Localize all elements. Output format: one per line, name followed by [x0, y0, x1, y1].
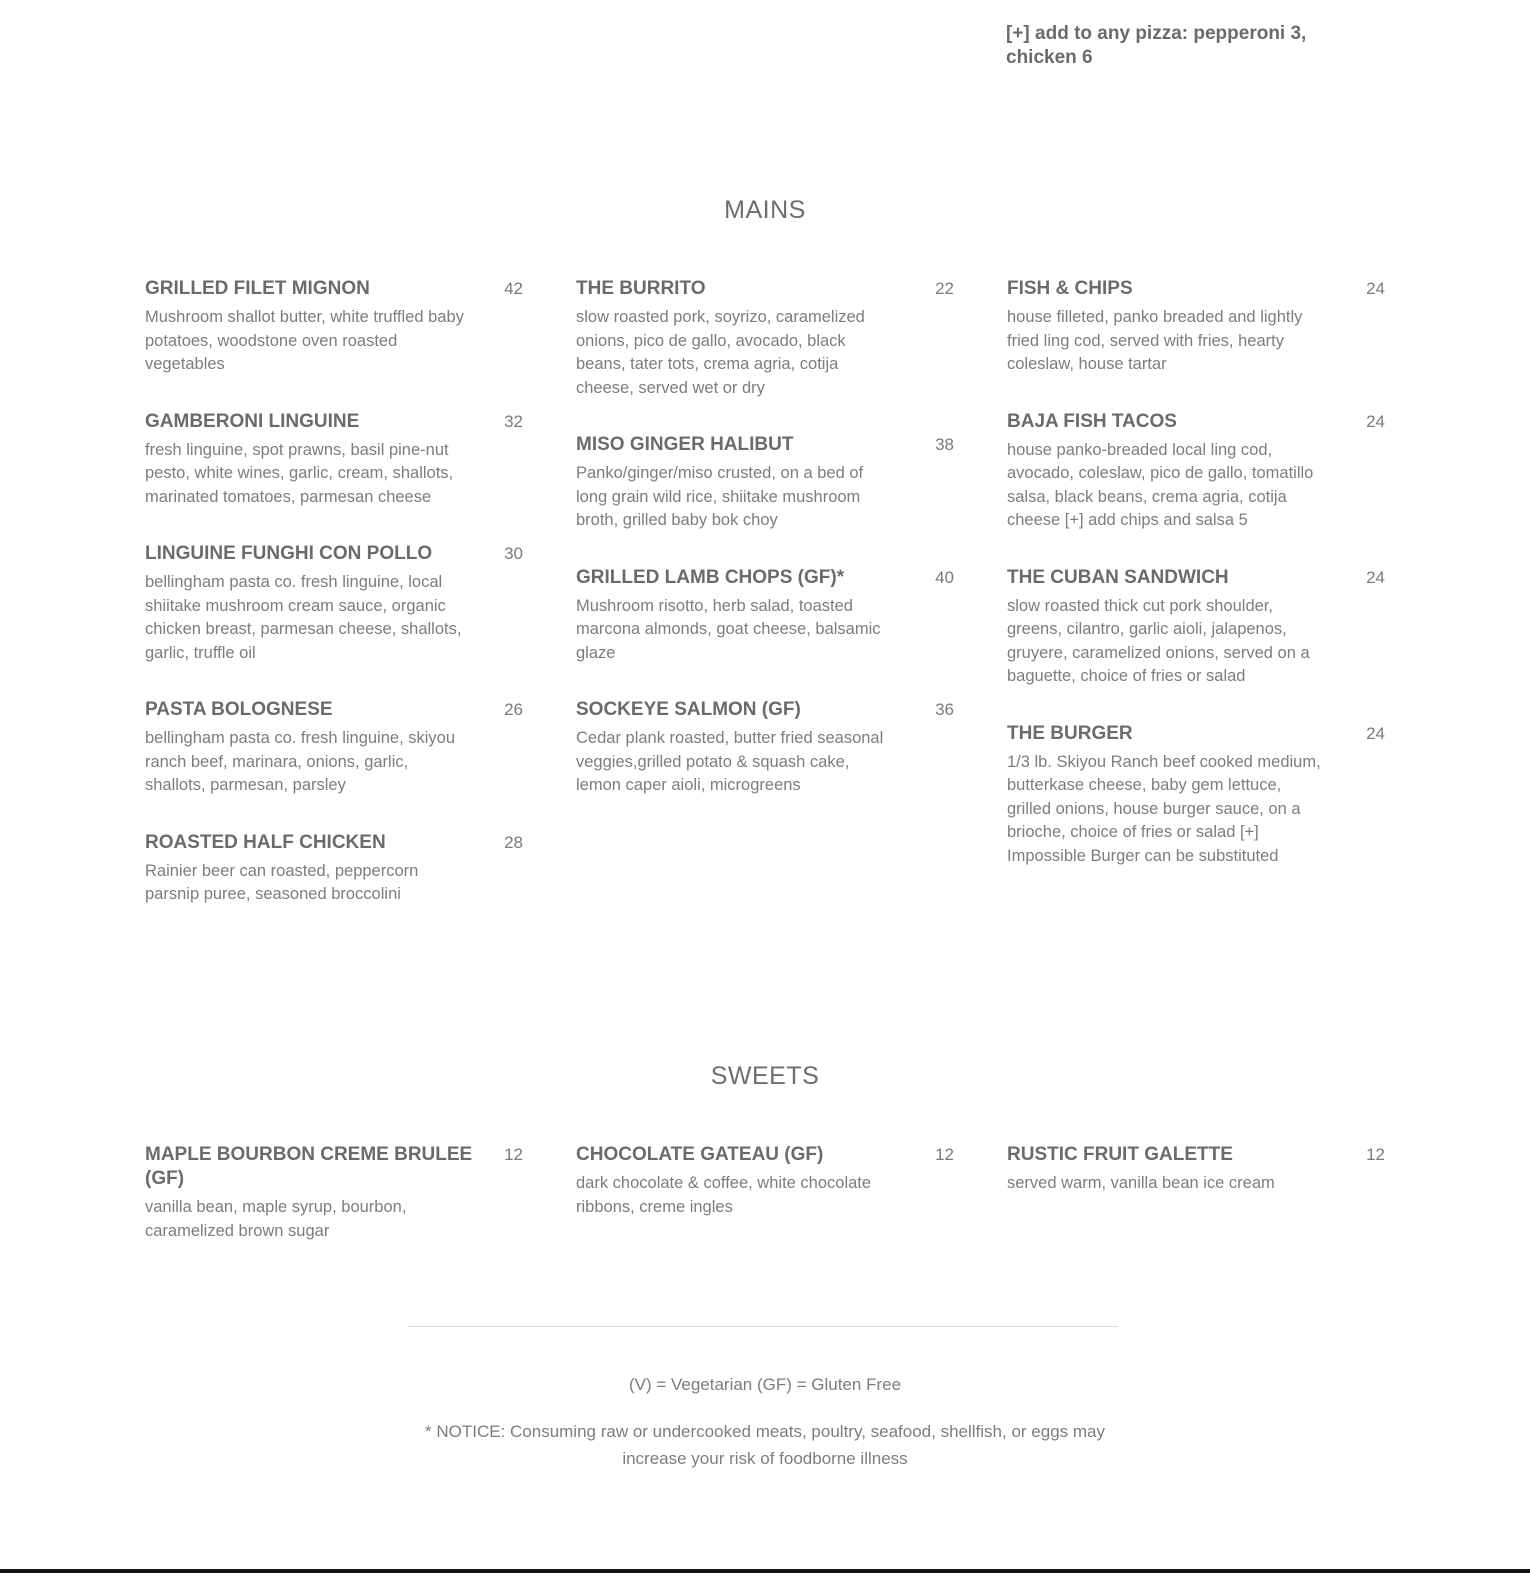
menu-item-price: 26 — [504, 700, 523, 719]
menu-item-description: house filleted, panko breaded and lightly fried ling cod, served with fries, hearty coleslaw, house tartar — [1007, 308, 1303, 373]
menu-item-description: vanilla bean, maple syrup, bourbon, caramelized brown sugar — [145, 1198, 407, 1240]
menu-item-name: MISO GINGER HALIBUT — [576, 434, 794, 455]
menu-item — [145, 1143, 523, 1243]
sweets-section-title: SWEETS — [710, 1062, 820, 1090]
footer-divider — [408, 1326, 1118, 1327]
menu-item-price: 22 — [935, 279, 954, 298]
menu-item-price: 24 — [1366, 567, 1385, 587]
menu-item — [576, 1143, 954, 1219]
menu-item-name: LINGUINE FUNGHI CON POLLO — [145, 543, 433, 564]
sweets-column-3 — [1007, 1143, 1385, 1229]
menu-item-price: 28 — [504, 832, 523, 852]
menu-item-name: BAJA FISH TACOS — [1007, 410, 1177, 432]
menu-item — [1007, 410, 1385, 533]
menu-item-description: Panko/ginger/miso crusted, on a bed of long grain wild rice, shiitake mushroom broth, grilled baby bok choy — [576, 464, 864, 529]
dietary-legend: (V) = Vegetarian (GF) = Gluten Free — [628, 1375, 902, 1394]
menu-item-price: 12 — [504, 1145, 523, 1164]
menu-item-description: 1/3 lb. Skiyou Ranch beef cooked medium, butterkase cheese, baby gem lettuce, grilled onions, house burger sauce, on a brioche, choice of fries or salad [+] Impossible Burger can be substituted — [1007, 752, 1321, 865]
menu-item-description: bellingham pasta co. fresh linguine, skiyou ranch beef, marinara, onions, garlic, shallots, parmesan, parsley — [145, 729, 456, 794]
menu-item — [1007, 566, 1385, 689]
mains-section-title: MAINS — [724, 196, 806, 224]
mains-column-3 — [1007, 277, 1385, 901]
menu-item — [576, 433, 954, 533]
menu-item-price: 30 — [504, 544, 523, 563]
menu-item-name: MAPLE BOURBON CREME BRULEE (GF) — [145, 1144, 473, 1189]
menu-item-description: bellingham pasta co. fresh linguine, local shiitake mushroom cream sauce, organic chicken breast, parmesan cheese, shallots, garlic, truffle oil — [145, 573, 462, 662]
menu-item-name: CHOCOLATE GATEAU (GF) — [576, 1144, 824, 1165]
menu-item — [145, 698, 523, 798]
menu-item — [145, 410, 523, 510]
menu-item — [576, 277, 954, 400]
menu-item-price: 36 — [935, 700, 954, 719]
menu-item-name: THE CUBAN SANDWICH — [1007, 566, 1229, 588]
menu-item — [145, 277, 523, 377]
menu-item-price: 24 — [1366, 723, 1385, 743]
menu-item — [1007, 277, 1385, 377]
menu-item-price: 24 — [1366, 411, 1385, 431]
menu-item — [145, 542, 523, 665]
sweets-column-1 — [145, 1143, 523, 1276]
menu-item-description: house panko-breaded local ling cod, avocado, coleslaw, pico de gallo, tomatillo salsa, black beans, crema agria, cotija cheese [+] add chips and salsa 5 — [1007, 440, 1314, 529]
menu-item-name: GRILLED FILET MIGNON — [145, 278, 370, 299]
mains-column-2 — [576, 277, 954, 831]
menu-item-description: slow roasted pork, soyrizo, caramelized onions, pico de gallo, avocado, black beans, tater tots, crema agria, cotija cheese, served wet or dry — [576, 308, 865, 397]
menu-item-price: 12 — [1366, 1145, 1385, 1164]
menu-item-description: fresh linguine, spot prawns, basil pine-nut pesto, white wines, garlic, cream, shallots, marinated tomatoes, parmesan cheese — [145, 440, 454, 506]
menu-item-description: Mushroom shallot butter, white truffled baby potatoes, woodstone oven roasted vegetables — [145, 308, 464, 373]
menu-item-description: Cedar plank roasted, butter fried seasonal veggies,grilled potato & squash cake, lemon caper aioli, microgreens — [576, 729, 884, 794]
sweets-column-2 — [576, 1143, 954, 1252]
menu-item-price: 38 — [935, 435, 954, 454]
menu-item — [576, 698, 954, 798]
menu-item — [145, 831, 523, 907]
menu-item-name: ROASTED HALF CHICKEN — [145, 831, 386, 853]
menu-item — [576, 566, 954, 666]
menu-item-name: GAMBERONI LINGUINE — [145, 410, 360, 432]
menu-item-name: FISH & CHIPS — [1007, 278, 1133, 299]
menu-item-name: RUSTIC FRUIT GALETTE — [1007, 1144, 1233, 1165]
menu-item-name: GRILLED LAMB CHOPS (GF)* — [576, 566, 845, 588]
menu-item-description: served warm, vanilla bean ice cream — [1007, 1174, 1275, 1192]
menu-item-price: 12 — [935, 1145, 954, 1164]
pizza-addon-note: [+] add to any pizza: pepperoni 3, chicken 6 — [1006, 23, 1307, 68]
menu-item-description: dark chocolate & coffee, white chocolate ribbons, creme ingles — [576, 1174, 872, 1216]
menu-item-price: 24 — [1366, 279, 1385, 298]
menu-item-description: slow roasted thick cut pork shoulder, greens, cilantro, garlic aioli, jalapenos, gruyere, caramelized onions, served on a baguette, choice of fries or salad — [1007, 596, 1310, 685]
menu-item-price: 42 — [504, 279, 523, 298]
menu-item-name: SOCKEYE SALMON (GF) — [576, 699, 801, 720]
menu-item-name: THE BURGER — [1007, 722, 1133, 744]
menu-item-price: 40 — [935, 567, 954, 587]
menu-item-description: Rainier beer can roasted, peppercorn parsnip puree, seasoned broccolini — [145, 861, 419, 903]
page-bottom-border — [0, 1569, 1530, 1573]
food-safety-notice: * NOTICE: Consuming raw or undercooked meats, poultry, seafood, shellfish, or eggs may increase your risk of foodborne illness — [425, 1422, 1105, 1468]
menu-item-price: 32 — [504, 411, 523, 431]
menu-item-description: Mushroom risotto, herb salad, toasted marcona almonds, goat cheese, balsamic glaze — [576, 596, 881, 662]
menu-item — [1007, 722, 1385, 869]
mains-column-1 — [145, 277, 523, 940]
menu-item-name: THE BURRITO — [576, 278, 706, 299]
menu-item — [1007, 1143, 1385, 1196]
menu-item-name: PASTA BOLOGNESE — [145, 699, 333, 720]
